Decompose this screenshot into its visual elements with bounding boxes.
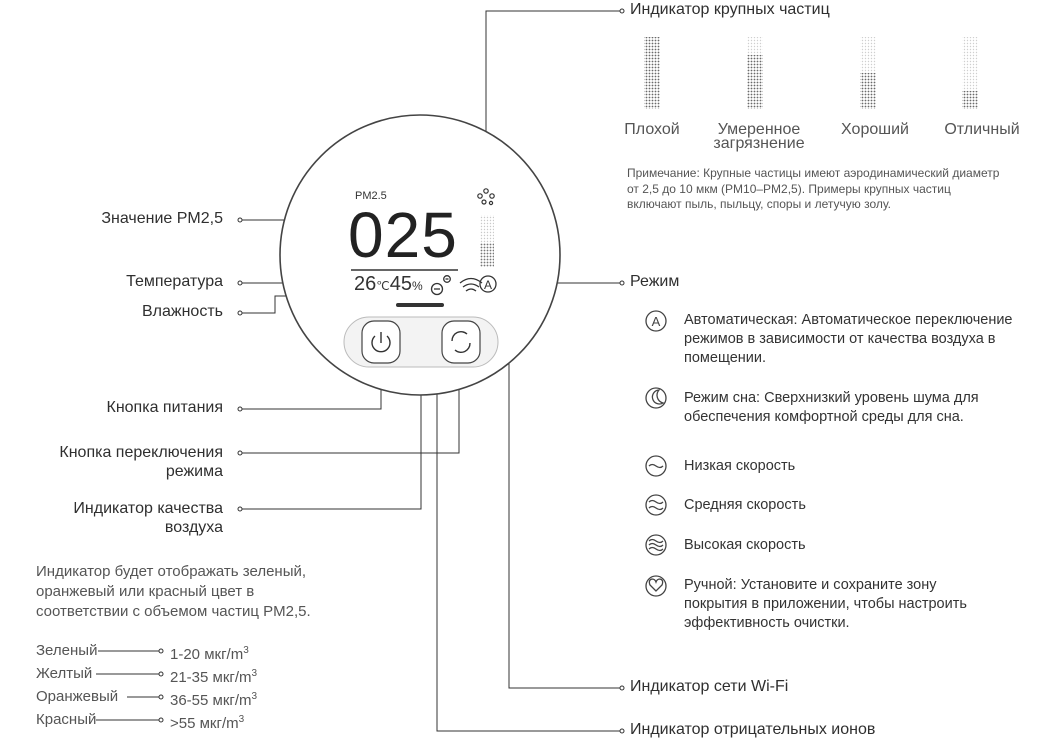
aq-row-0-range: 1-20 мкг/m <box>170 646 244 663</box>
pm-value: 025 <box>348 199 458 271</box>
mode-text-manual: Ручной: Установите и сохраните зону покрытия в приложении, чтобы настроить эффективность очистки. <box>684 577 967 631</box>
aq-row-1-color: Желтый <box>36 665 93 682</box>
aq-row-2-range: 36-55 мкг/m <box>170 692 252 709</box>
temperature-unit: ℃ <box>376 279 390 293</box>
label-particles: Индикатор крупных частиц <box>630 1 830 18</box>
mode-text-auto: Автоматическая: Автоматическое переключение режимов в зависимости от качества воздуха в помещении. <box>684 312 1013 366</box>
mode-text-high: Высокая скорость <box>684 537 806 553</box>
particles-note: Примечание: Крупные частицы имеют аэродинамический диаметр от 2,5 до 10 мкм (PM10–PM2,5). Примеры крупных частиц включают пыль, пыльцу, споры и летучую золу. <box>627 166 1000 211</box>
svg-text:A: A <box>651 314 661 329</box>
level-label-2: Хороший <box>841 121 909 138</box>
mode-text-medium: Средняя скорость <box>684 497 806 513</box>
mode-text-low: Низкая скорость <box>684 458 796 474</box>
label-wifi: Индикатор сети Wi-Fi <box>630 678 789 695</box>
manual-mode-icon <box>646 576 666 596</box>
high-speed-icon <box>646 535 666 555</box>
label-temperature: Температура <box>126 273 223 290</box>
pm-label: PM2.5 <box>355 190 387 202</box>
label-air-quality: Индикатор качества воздуха <box>73 500 223 536</box>
low-speed-icon <box>646 456 666 476</box>
label-mode: Режим <box>630 273 680 290</box>
humidity-value: 45 <box>389 273 412 295</box>
level-label-0: Плохой <box>624 121 680 138</box>
label-humidity: Влажность <box>141 303 223 320</box>
label-mode-switch: Кнопка переключения режима <box>59 444 223 480</box>
air-quality-text: Индикатор будет отображать зеленый, оранжевый или красный цвет в соответствии с объемом частиц PM2,5. <box>36 563 311 620</box>
aq-row-3-color: Красный <box>36 711 97 728</box>
label-ions: Индикатор отрицательных ионов <box>630 721 876 738</box>
label-pm25: Значение PM2,5 <box>101 210 223 227</box>
medium-speed-icon <box>646 495 666 515</box>
level-label-3: Отличный <box>944 121 1020 138</box>
mode-text-sleep: Режим сна: Сверхнизкий уровень шума для обеспечения комфортной среды для сна. <box>684 390 979 425</box>
label-power: Кнопка питания <box>106 399 223 416</box>
temperature-value: 26 <box>354 273 377 295</box>
humidity-unit: % <box>411 279 423 293</box>
aq-row-3-range: >55 мкг/m <box>170 715 239 732</box>
svg-text:A: A <box>483 278 493 292</box>
level-label-1: Умеренное загрязнение <box>713 121 805 152</box>
aq-row-0-color: Зеленый <box>36 642 98 659</box>
aq-row-2-color: Оранжевый <box>36 688 119 705</box>
sleep-mode-icon <box>646 388 666 408</box>
aq-row-1-range: 21-35 мкг/m <box>170 669 252 686</box>
